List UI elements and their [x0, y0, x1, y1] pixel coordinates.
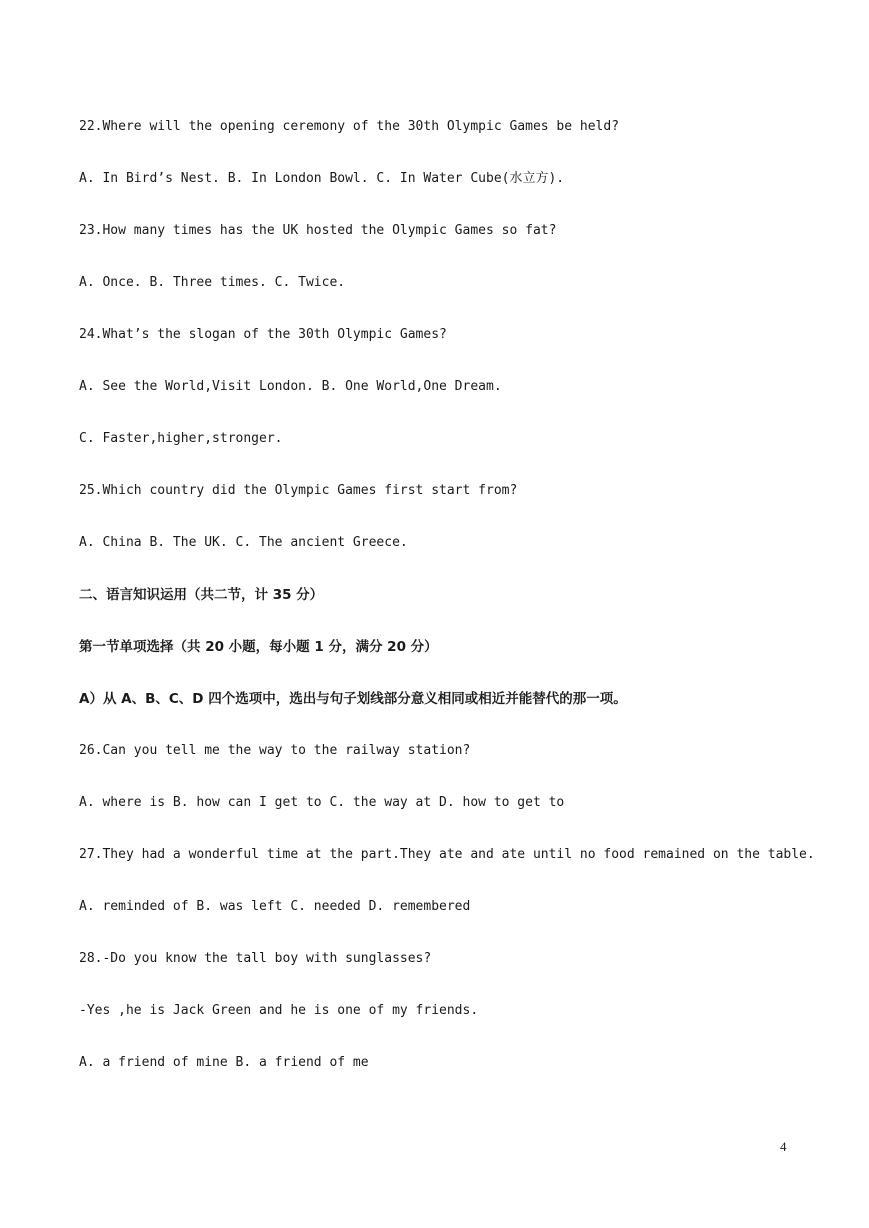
- question-28: 28.-Do you know the tall boy with sunglasses?: [79, 951, 432, 966]
- question-26-options: A. where is B. how can I get to C. the way at D. how to get to: [79, 795, 565, 810]
- question-26: 26.Can you tell me the way to the railway station?: [79, 743, 471, 758]
- question-25: 25.Which country did the Olympic Games first start from?: [79, 483, 518, 498]
- question-23-options: A. Once. B. Three times. C. Twice.: [79, 275, 346, 290]
- question-24: 24.What’s the slogan of the 30th Olympic Games?: [79, 327, 447, 342]
- question-22-options: A. In Bird’s Nest. B. In London Bowl. C. In Water Cube(水立方).: [79, 171, 565, 186]
- question-22: 22.Where will the opening ceremony of the 30th Olympic Games be held?: [79, 119, 620, 134]
- instructions: A）从 A、B、C、D 四个选项中，选出与句子划线部分意义相同或相近并能替代的那一项。: [79, 691, 627, 707]
- question-28-reply: -Yes ,he is Jack Green and he is one of my friends.: [79, 1003, 479, 1018]
- section-heading: 二、语言知识运用（共二节，计 35 分）: [79, 587, 324, 603]
- question-27: 27.They had a wonderful time at the part.They ate and ate until no food remained on the table.: [79, 847, 815, 862]
- question-25-options: A. China B. The UK. C. The ancient Greece.: [79, 535, 408, 550]
- question-24-options-ab: A. See the World,Visit London. B. One World,One Dream.: [79, 379, 502, 394]
- subsection-heading: 第一节单项选择（共 20 小题，每小题 1 分，满分 20 分）: [79, 639, 438, 655]
- question-27-options: A. reminded of B. was left C. needed D. remembered: [79, 899, 471, 914]
- question-28-options: A. a friend of mine B. a friend of me: [79, 1055, 369, 1070]
- question-23: 23.How many times has the UK hosted the Olympic Games so fat?: [79, 223, 557, 238]
- question-24-option-c: C. Faster,higher,stronger.: [79, 431, 283, 446]
- page-number: 4: [780, 1139, 787, 1154]
